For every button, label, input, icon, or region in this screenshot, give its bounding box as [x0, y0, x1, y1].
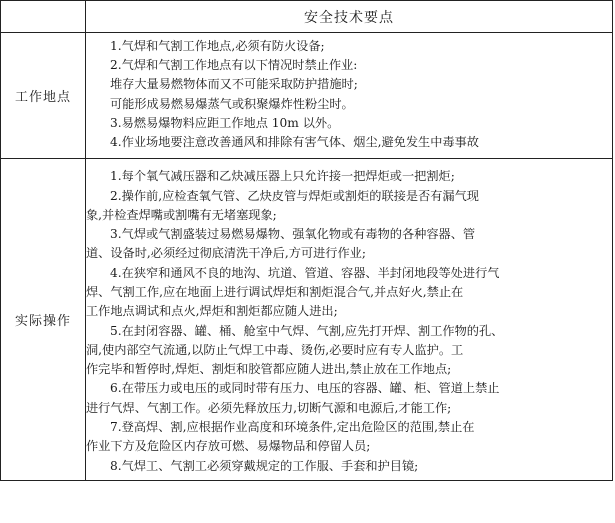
content-line: 焊、气割工作,应在地面上进行调试焊炬和割炬混合气,并点好火,禁止在: [86, 285, 464, 299]
content-line: 1.每个氧气减压器和乙炔减压器上只允许接一把焊炬或一把割炬;: [110, 169, 455, 184]
header-title-cell: 安全技术要点: [86, 1, 613, 33]
content-line: 5.在封闭容器、罐、桶、舱室中气焊、气割,应先打开焊、割工作物的孔、: [110, 323, 504, 338]
header-blank-cell: [1, 1, 86, 33]
content-line: 可能形成易燃易爆蒸气或积聚爆炸性粉尘时。: [110, 96, 354, 111]
content-line: 4.在狭窄和通风不良的地沟、坑道、管道、容器、半封闭地段等处进行气: [110, 265, 500, 280]
table-row-actual-operation: [1, 159, 613, 481]
row-label-work-location: 工作地点: [1, 33, 86, 159]
content-line: 作完毕和暂停时,焊炬、割炬和胶管都应随人进出,禁止放在工作地点;: [86, 362, 452, 377]
content-line: 1.气焊和气割工作地点,必须有防火设备;: [110, 39, 325, 53]
content-line: 洞,使内部空气流通,以防止气焊工中毒、烫伤,必要时应有专人监护。工: [86, 342, 464, 357]
content-line: 进行气焊、气割工作。必须先释放压力,切断气源和电源后,才能工作;: [86, 400, 452, 415]
content-line: 3.气焊或气割盛装过易燃易爆物、强氧化物或有毒物的各种容器、管: [110, 227, 476, 242]
content-line: 8.气焊工、气割工必须穿戴规定的工作服、手套和护目镜;: [110, 458, 419, 473]
content-line: 2.操作前,应检查氧气管、乙炔皮管与焊炬或割炬的联接是否有漏气现: [110, 188, 479, 203]
table-row-work-location: [1, 33, 613, 159]
row-label-actual-operation: 实际操作: [1, 159, 86, 481]
content-line: 2.气焊和气割工作地点有以下情况时禁止作业:: [110, 58, 358, 73]
content-line: 象,并检查焊嘴或割嘴有无堵塞现象;: [86, 207, 277, 222]
content-line: 3.易燃易爆物料应距工作地点 10m 以外。: [110, 115, 340, 130]
content-line: 6.在带压力或电压的或同时带有压力、电压的容器、罐、柜、管道上禁止: [110, 381, 500, 396]
content-line: 道、设备时,必须经过彻底清洗干净后,方可进行作业;: [86, 246, 366, 261]
row-content-work-location: [86, 33, 613, 159]
content-line: 工作地点调试和点火,焊炬和割炬都应随人进出;: [86, 304, 338, 319]
content-line: 堆存大量易燃物体而又不可能采取防护措施时;: [110, 77, 358, 92]
row-content-actual-operation: [86, 159, 613, 481]
content-line: 4.作业场地要注意改善通风和排除有害气体、烟尘,避免发生中毒事故: [110, 135, 479, 150]
table-header-row: [1, 1, 613, 33]
content-line: 作业下方及危险区内存放可燃、易爆物品和停留人员;: [86, 439, 371, 454]
content-line: 7.登高焊、割,应根据作业高度和环境条件,定出危险区的范围,禁止在: [110, 420, 475, 435]
